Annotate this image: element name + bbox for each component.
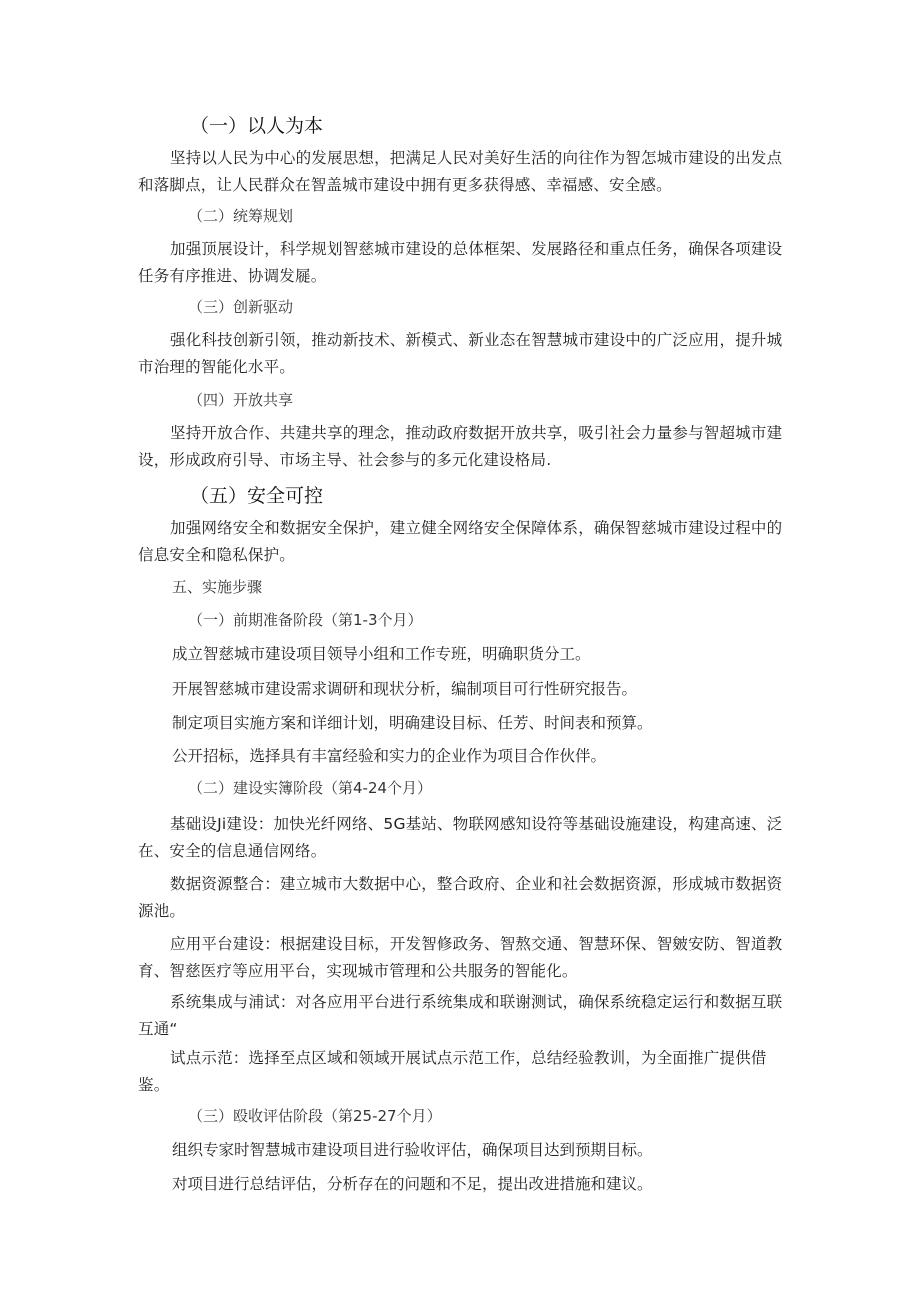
paragraph-system-integration: 系统集成与浦试：对各应用平台进行系统集成和联谢测试，确保系统稳定运行和数据互联互通“ — [138, 993, 783, 1038]
list-item-preparation-1: 成立智慈城市建设项目领导小组和工作专班，明确职货分工。 — [172, 645, 591, 663]
list-item-preparation-2: 开展智慈城市建设需求调研和现状分析，编制项目可行性研究报告。 — [172, 680, 638, 698]
heading-people-centered: （一）以人为本 — [190, 116, 324, 137]
paragraph-data-integration: 数据资源整合：建立城市大数据中心，整合政府、企业和社会数据资源，形成城市数据资源池。 — [138, 875, 783, 920]
list-item-preparation-3: 制定项目实施方案和详细计划，明确建设目标、任芳、时间表和预算。 — [172, 714, 653, 732]
heading-acceptance-phase: （三）殴收评估阶段（第25-27个月） — [188, 1107, 442, 1125]
list-item-acceptance-1: 组织专家时智慧城市建设项目进行验收评估，确保项目达到预期目标。 — [172, 1141, 653, 1159]
list-item-preparation-4: 公开招标，选择具有丰富经验和实力的企业作为项目合作伙伴。 — [172, 747, 607, 765]
paragraph-security-control: 加强网络安全和数据安全保护，建立健全网络安全保障体系，确保智慈城市建设过程中的信息安全和隐私保护。 — [138, 519, 783, 564]
paragraph-open-sharing: 坚持开放合作、共建共享的理念，推动政府数据开放共享，吸引社会力量参与智超城市建设，形成政府引导、市场主导、社会参与的多元化建设格局. — [138, 424, 783, 469]
heading-preparation-phase: （一）前期准备阶段（第1-3个月） — [188, 611, 423, 629]
paragraph-innovation-driven: 强化科技创新引领，推动新技术、新模式、新业态在智慧城市建设中的广泛应用，提升城市治理的智能化水平。 — [138, 331, 783, 376]
paragraph-people-centered: 坚持以人民为中心的发展思想，把满足人民对美好生活的向往作为智怎城市建设的出发点和落脚点，让人民群众在智盖城市建设中拥有更多获得感、幸福感、安全感。 — [138, 149, 783, 194]
heading-open-sharing: （四）开放共享 — [188, 391, 294, 409]
list-item-acceptance-2: 对项目进行总结评估，分析存在的问题和不足，提出改进措施和建议。 — [172, 1175, 653, 1193]
heading-security-control: （五）安全可控 — [190, 486, 324, 507]
heading-construction-phase: （二）建设实簿阶段（第4-24个月） — [188, 779, 433, 797]
heading-innovation-driven: （三）创新驱动 — [188, 298, 294, 316]
paragraph-infrastructure: 基础设Ji建设：加快光纤网络、5G基站、物联网感知设符等基础设施建设，构建高速、泛在、安全的信息通信网络。 — [138, 815, 783, 860]
paragraph-pilot-demonstration: 试点示范：选择至点区域和领域开展试点示范工作，总结经验教训，为全面推广提供借鉴。 — [138, 1049, 767, 1094]
paragraph-overall-planning: 加强顶展设计，科学规划智慈城市建设的总体框架、发展路径和重点任务，确保各项建设任务有序推进、协调发屣。 — [138, 240, 783, 285]
heading-implementation-steps: 五、实施步骤 — [172, 578, 263, 596]
paragraph-application-platforms: 应用平台建设：根据建设目标，开发智修政务、智熬交通、智慧环保、智皴安防、智道教育、智慈医疗等应用平台，实现城市管理和公共服务的智能化。 — [138, 935, 783, 980]
heading-overall-planning: （二）统筹规划 — [188, 207, 294, 225]
